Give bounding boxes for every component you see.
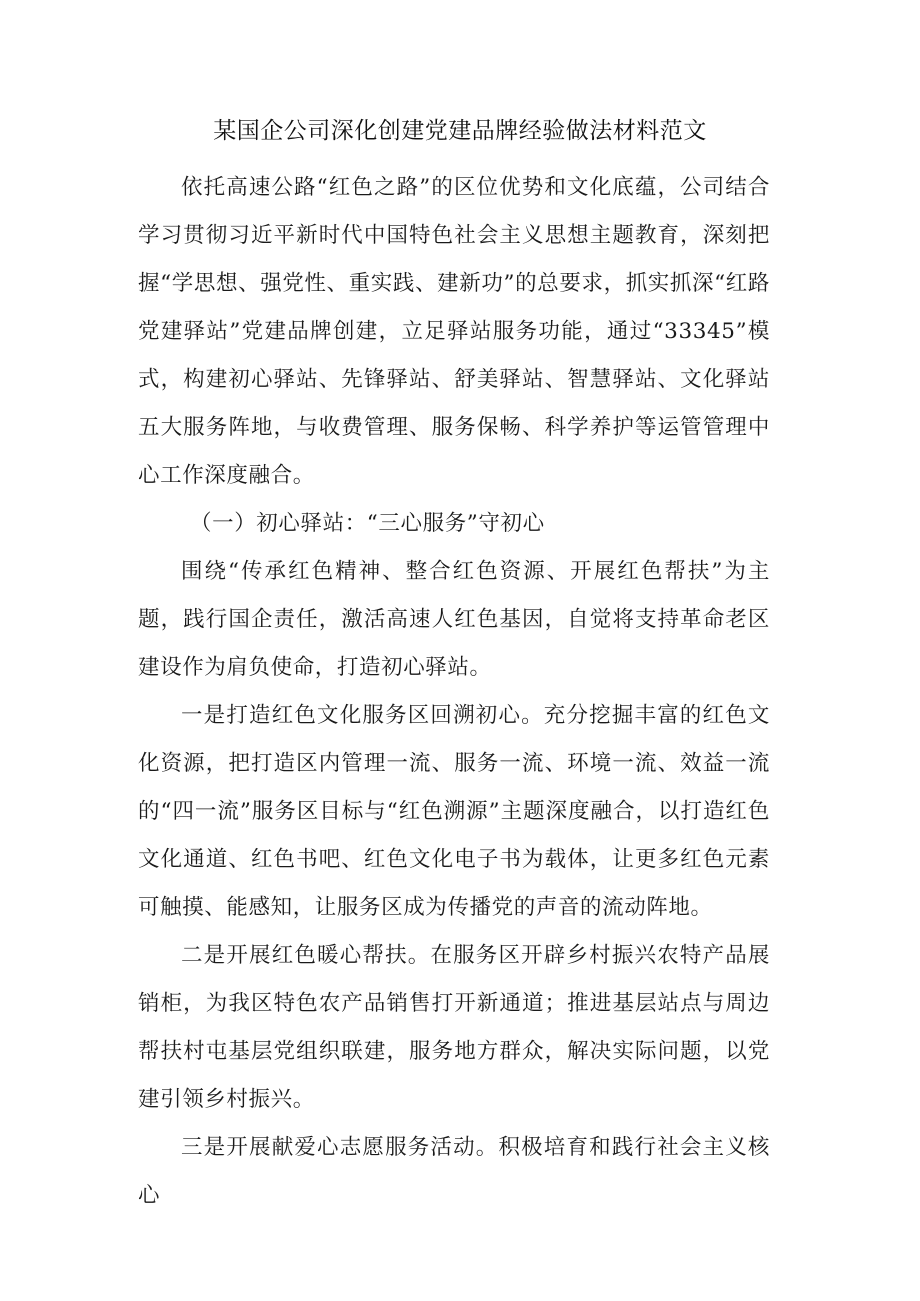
section-heading: （一）初心驿站：“三心服务”守初心 <box>190 511 545 536</box>
document-title: 某国企公司深化创建党建品牌经验做法材料范文 <box>213 118 707 144</box>
body-paragraph: 围绕“传承红色精神、整合红色资源、开展红色帮扶”为主题，践行国企责任，激活高速人红色基因，自觉将支持革命老区建设作为肩负使命，打造初心驿站。 <box>138 559 770 680</box>
body-paragraph: 一是打造红色文化服务区回溯初心。充分挖掘丰富的红色文化资源，把打造区内管理一流、服务一流、环境一流、效益一流的“四一流”服务区目标与“红色溯源”主题深度融合，以打造红色文化通道、红色书吧、红色文化电子书为载体，让更多红色元素可触摸、能感知，让服务区成为传播党的声音的流动阵地。 <box>138 703 770 920</box>
intro-paragraph: 依托高速公路“红色之路”的区位优势和文化底蕴，公司结合学习贯彻习近平新时代中国特色社会主义思想主题教育，深刻把握“学思想、强党性、重实践、建新功”的总要求，抓实抓深“红路党建驿站”党建品牌创建，立足驿站服务功能，通过“33345”模式，构建初心驿站、先锋驿站、舒美驿站、智慧驿站、文化驿站五大服务阵地，与收费管理、服务保畅、科学养护等运管管理中心工作深度融合。 <box>138 175 770 488</box>
body-paragraph: 二是开展红色暖心帮扶。在服务区开辟乡村振兴农特产品展销柜，为我区特色农产品销售打开新通道；推进基层站点与周边帮扶村屯基层党组织联建，服务地方群众，解决实际问题，以党建引领乡村振兴。 <box>138 943 770 1112</box>
document-body <box>138 164 770 1220</box>
body-paragraph: 三是开展献爱心志愿服务活动。积极培育和践行社会主义核心 <box>138 1135 770 1208</box>
